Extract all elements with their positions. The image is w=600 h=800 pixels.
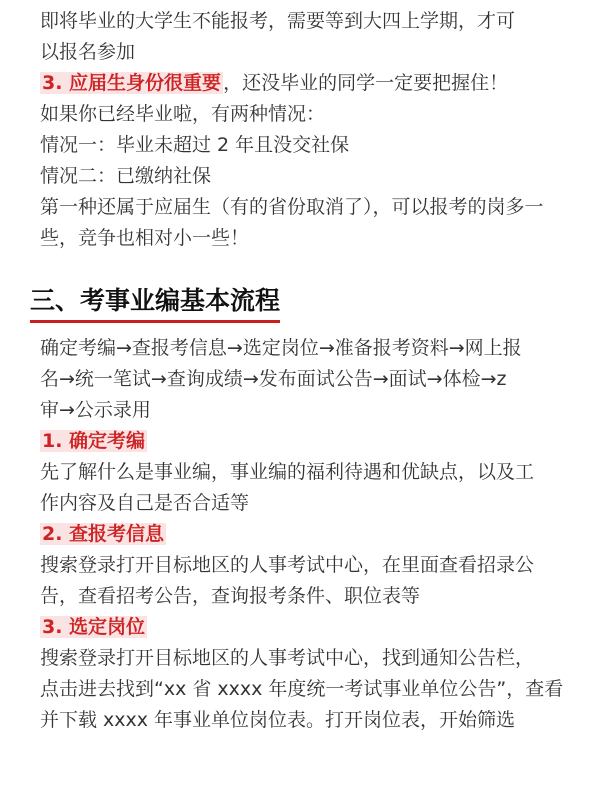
step-3-title: 3. 选定岗位: [42, 616, 146, 638]
point-3-paragraph: [40, 68, 570, 99]
step-2-line-1: 搜索登录打开目标地区的人事考试中心，在里面查看招录公: [40, 554, 535, 576]
flow-line-2: 名→统一笔试→查询成绩→发布面试公告→面试→体检→z: [40, 368, 507, 390]
step-1-line-2: 作内容及自己是否合适等: [40, 492, 250, 514]
point-3-text: ，还没毕业的同学一定要把握住！: [223, 72, 509, 94]
step-1-line-1: 先了解什么是事业编，事业编的福利待遇和优缺点，以及工: [40, 461, 535, 483]
section-heading-block: [30, 284, 280, 323]
step-2-line-2: 告，查看招考公告，查询报考条件、职位表等: [40, 585, 421, 607]
graduated-note-line-1: 第一种还属于应届生（有的省份取消了），可以报考的岗多一: [40, 196, 544, 218]
flow-line-3: 审→公示录用: [40, 399, 151, 421]
section-heading: 三、考事业编基本流程: [30, 286, 281, 315]
step-2-title-row: [40, 519, 570, 550]
step-1-title: 1. 确定考编: [42, 430, 146, 452]
intro-line-2: 以报名参加: [40, 41, 136, 63]
flow-line-1: 确定考编→查报考信息→选定岗位→准备报考资料→网上报: [40, 337, 522, 359]
step-3-title-row: [40, 612, 570, 643]
step-1-title-row: [40, 426, 570, 457]
graduated-intro: 如果你已经毕业啦，有两种情况：: [40, 103, 326, 125]
point-3-highlight: 3. 应届生身份很重要: [42, 72, 222, 94]
step-3-line-3: 并下载 xxxx 年事业单位岗位表。打开岗位表，开始筛选: [40, 709, 516, 731]
intro-line-1: 即将毕业的大学生不能报考，需要等到大四上学期，才可: [40, 10, 516, 32]
case-one: 情况一：毕业未超过 2 年且没交社保: [40, 134, 350, 156]
step-3-line-2: 点击进去找到“xx 省 xxxx 年度统一考试事业单位公告”，查看: [40, 678, 564, 700]
step-2-title: 2. 查报考信息: [42, 523, 165, 545]
case-two: 情况二：已缴纳社保: [40, 165, 212, 187]
step-3-line-1: 搜索登录打开目标地区的人事考试中心，找到通知公告栏，: [40, 647, 535, 669]
graduated-note-line-2: 些，竞争也相对小一些！: [40, 227, 250, 249]
heading-underline: [30, 320, 280, 323]
